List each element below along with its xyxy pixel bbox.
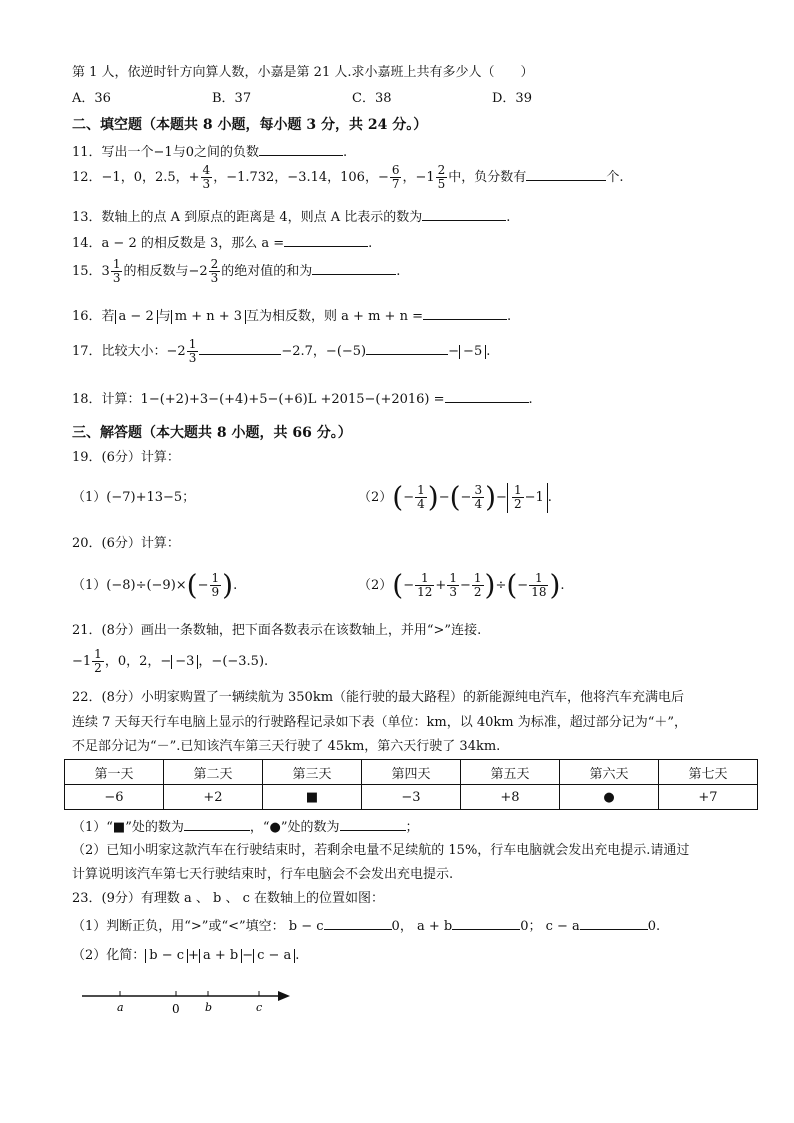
option-b: B．37 [212,91,252,106]
q23-heading: 23．(9分）有理数 a 、 b 、 c 在数轴上的位置如图： [72,891,385,906]
option-a: A．36 [72,91,111,106]
answer-blank[interactable] [284,232,368,247]
q14: 14．a − 2 的相反数是 3，那么 a = . [72,232,372,253]
table-cell: −3 [362,785,461,810]
answer-blank[interactable] [452,915,520,930]
q11: 11．写出一个−1与0之间的负数 . [72,141,347,162]
fraction: $\frac{2}{3}$ [210,257,219,285]
number-line-figure [70,980,310,1020]
q22-line1: 22．(8分）小明家购置了一辆续航为 350km（能行驶的最大路程）的新能源纯电汽车，他将汽车充满电后 [72,690,685,705]
q13: 13．数轴上的点 A 到原点的距离是 4，则点 A 比表示的数为 . [72,206,510,227]
table-cell: +2 [164,785,263,810]
answer-blank[interactable] [526,166,606,181]
answer-blank[interactable] [445,388,529,403]
fraction: $\frac{1}{3}$ [188,337,197,365]
answer-blank[interactable] [340,816,406,831]
fraction: $\frac{1}{3}$ [112,257,121,285]
option-d: D．39 [492,91,532,106]
section-3-title: 三、解答题（本大题共 8 小题，共 66 分。） [72,425,352,441]
arrow-icon [278,991,290,1001]
section-2-title: 二、填空题（本题共 8 小题，每小题 3 分，共 24 分。） [72,117,428,133]
table-header: 第二天 [164,760,263,785]
q22-line3: 不足部分记为“－”.已知该汽车第三天行驶了 45km，第六天行驶了 34km. [72,739,501,754]
q22-1: （1）“■”处的数为 ，“●”处的数为 ； [72,816,419,837]
table-cell: +7 [659,785,758,810]
q19-2: （2）(− $\frac{1}{4}$ )−(− $\frac{3}{4}$ )− $\frac{1}{2}$ −1 . [358,480,552,514]
q22-table [64,759,758,810]
q23-2: （2）化简： b − c + a + b − c − a . [72,948,300,963]
axis-label-b: b [205,1001,213,1014]
table-header: 第七天 [659,760,758,785]
q10-tail: 第 1 人，依逆时针方向算人数，小嘉是第 21 人.求小嘉班上共有多少人（ ） [72,65,534,80]
option-c: C．38 [352,91,392,106]
q23-1: （1）判断正负，用“>”或“<”填空： b − c 0， a + b 0； c − a 0. [72,915,660,936]
table-cell: +8 [461,785,560,810]
answer-blank[interactable] [580,915,648,930]
table-header: 第四天 [362,760,461,785]
answer-blank[interactable] [422,206,506,221]
q22-line2: 连续 7 天每天行车电脑上显示的行驶路程记录如下表（单位：km，以 40km 为标准，超过部分记为“＋”， [72,715,688,730]
q16: 16．若 a − 2 与 m + n + 3 互为相反数，则 a + m + n = . [72,305,511,326]
q20-1: （1）(−8)÷(−9)×(− $\frac{1}{9}$ ). [72,568,238,602]
table-header: 第六天 [560,760,659,785]
table-header: 第一天 [65,760,164,785]
fraction: $\frac{2}{5}$ [437,163,446,191]
axis-label-0: 0 [172,1002,180,1016]
q10-options [72,90,632,108]
answer-blank[interactable] [324,915,392,930]
answer-blank[interactable] [312,260,396,275]
q19-heading: 19．(6分）计算： [72,450,180,465]
q22-2-line1: （2）已知小明家这款汽车在行驶结束时，若剩余电量不足续航的 15%，行车电脑就会发出充电提示.请通过 [72,843,690,858]
table-cell: ● [560,785,659,810]
fraction: $\frac{4}{3}$ [202,163,211,191]
q12: 12．−1，0，2.5，+ $\frac{4}{3}$ ，−1.732，−3.14，106，− $\frac{6}{7}$ ，−1 $\frac{2}{5}$ 中，负分数有 个. [72,163,624,191]
q17: 17．比较大小：−2 $\frac{1}{3}$ −2.7，−(−5) − −5 . [72,337,491,365]
q19-1: （1）(−7)+13−5； [72,490,196,505]
answer-blank[interactable] [366,340,448,355]
answer-blank[interactable] [423,305,507,320]
q21-heading: 21．(8分）画出一条数轴，把下面各数表示在该数轴上，并用“>”连接. [72,623,482,638]
q18: 18．计算：1−(+2)+3−(+4)+5−(+6)L +2015−(+2016) = . [72,388,533,409]
axis-label-c: c [256,1001,263,1014]
fraction: $\frac{6}{7}$ [391,163,400,191]
table-header-row [65,760,758,785]
answer-blank[interactable] [259,141,343,156]
table-header: 第三天 [263,760,362,785]
q22-2-line2: 计算说明该汽车第七天行驶结束时，行车电脑会不会发出充电提示. [72,867,454,882]
q21-numbers: −1 $\frac{1}{2}$ ，0，2，− −3 ，−(−3.5). [72,647,269,675]
table-row [65,785,758,810]
answer-blank[interactable] [199,340,281,355]
table-header: 第五天 [461,760,560,785]
table-cell: ■ [263,785,362,810]
answer-blank[interactable] [184,816,250,831]
q20-2: （2）(− $\frac{1}{12}$ + $\frac{1}{3}$ − $\frac{1}{2}$ )÷(− $\frac{1}{18}$ ). [358,568,565,602]
axis-label-a: a [117,1001,124,1014]
q15: 15．3 $\frac{1}{3}$ 的相反数与−2 $\frac{2}{3}$ 的绝对值的和为 . [72,257,401,285]
table-cell: −6 [65,785,164,810]
q20-heading: 20．(6分）计算： [72,536,180,551]
